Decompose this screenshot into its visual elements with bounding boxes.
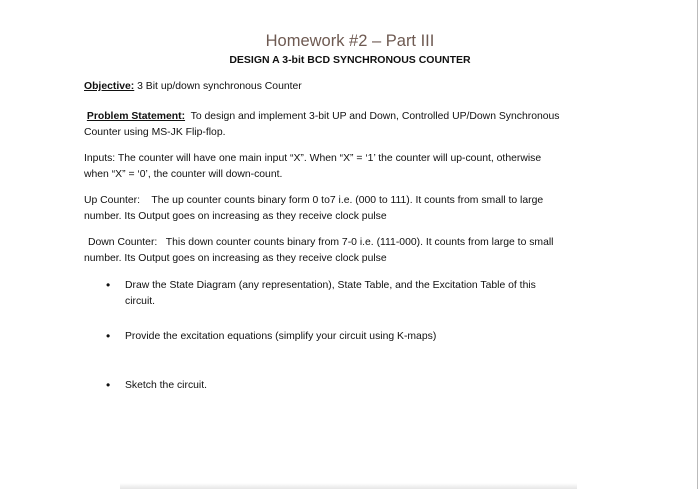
problem-text: To design and implement 3-bit UP and Down, Controlled UP/Down Synchronous [185, 111, 560, 122]
task-2: Provide the excitation equations (simplify your circuit using K-maps) [125, 331, 437, 342]
task-1-line-2: circuit. [125, 296, 156, 307]
down-counter-text-2: number. Its Output goes on increasing as they receive clock pulse [84, 253, 387, 264]
problem-statement [84, 109, 560, 125]
task-1-line-1: Draw the State Diagram (any representation), State Table, and the Excitation Table of this [125, 280, 536, 291]
problem-label: Problem Statement: [86, 111, 186, 122]
objective-label: Objective: [84, 81, 135, 92]
bullet-icon: • [106, 278, 111, 292]
bullet-icon: • [106, 378, 111, 392]
page-shadow [120, 483, 577, 489]
up-counter-text-2: number. Its Output goes on increasing as they receive clock pulse [84, 211, 387, 222]
objective [84, 79, 302, 95]
task-3: Sketch the circuit. [125, 380, 208, 391]
page-subtitle: DESIGN A 3-bit BCD SYNCHRONOUS COUNTER [229, 54, 471, 66]
down-counter-text-1: Down Counter: This down counter counts binary from 7-0 i.e. (111-000). It counts from large to small [88, 237, 554, 248]
bullet-icon: • [106, 329, 111, 343]
up-counter-text-1: Up Counter: The up counter counts binary form 0 to7 i.e. (000 to 111). It counts from small to large [84, 195, 544, 206]
inputs-text-2: when “X” = ‘0’, the counter will down-count. [84, 169, 283, 180]
page-title: Homework #2 – Part III [265, 32, 435, 50]
problem-text-2: Counter using MS-JK Flip-flop. [84, 127, 226, 138]
objective-text: 3 Bit up/down synchronous Counter [134, 81, 302, 92]
inputs-text-1: Inputs: The counter will have one main input “X”. When “X” = ‘1’ the counter will up-count, otherwise [84, 153, 542, 164]
